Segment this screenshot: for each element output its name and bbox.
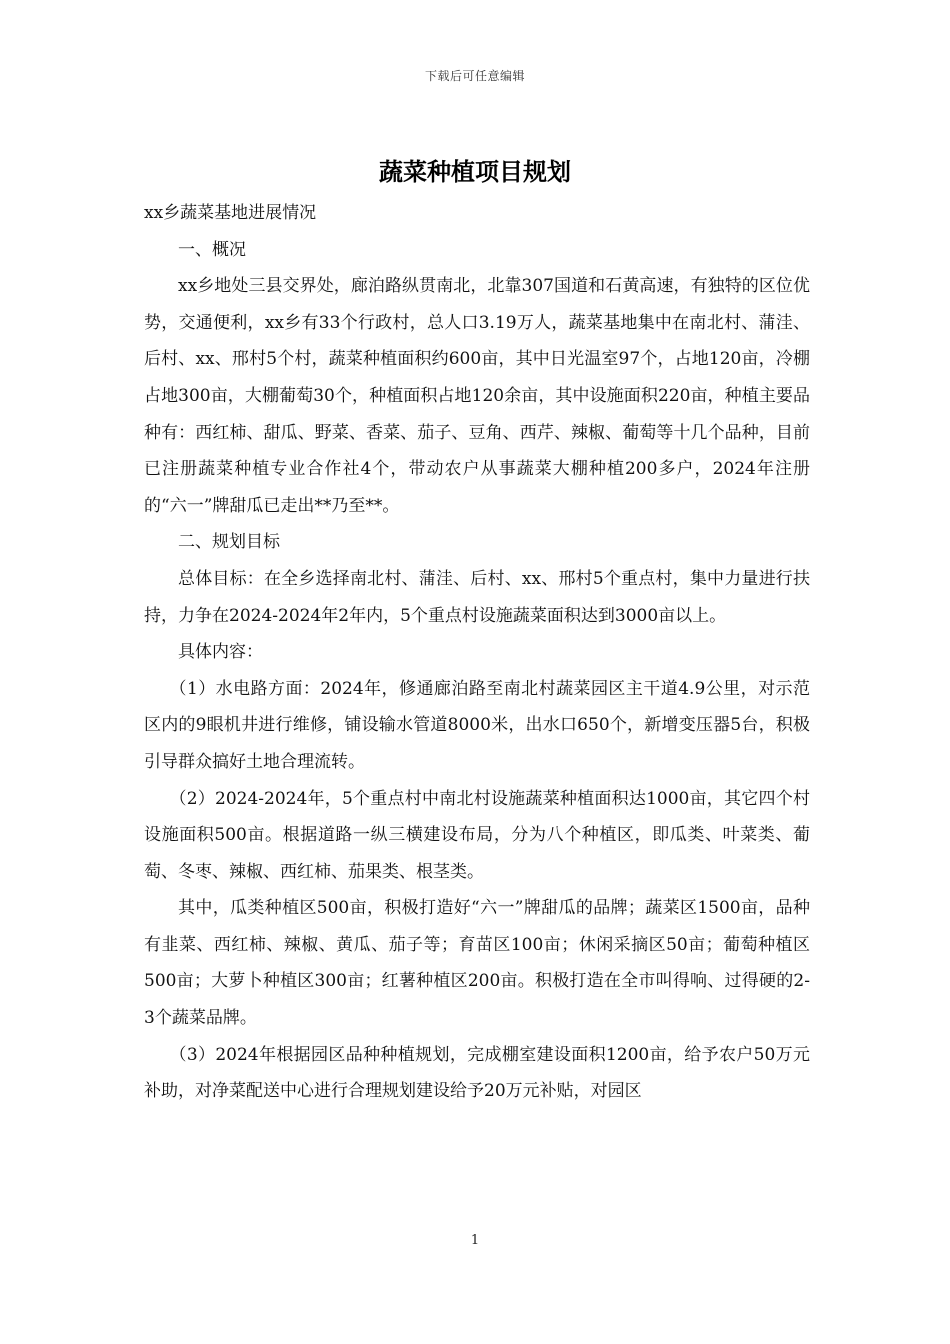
document-title: 蔬菜种植项目规划 — [379, 157, 571, 186]
section-heading-overview: 一、概况 — [178, 239, 246, 260]
paragraph-item-2: （2）2024-2024年，5个重点村中南北村设施蔬菜种植面积达1000亩，其它四个村设施面积500亩。根据道路一纵三横建设布局，分为八个种植区，即瓜类、叶菜类、葡萄、冬枣、辣椒、西红柿、茄果类、根茎类。 — [144, 788, 810, 882]
document-subtitle: xx乡蔬菜基地进展情况 — [144, 203, 317, 223]
document-body — [144, 195, 810, 1110]
page-header-note: 下载后可任意编辑 — [424, 69, 525, 83]
paragraph-overall-goal: 总体目标：在全乡选择南北村、蒲洼、后村、xx、邢村5个重点村，集中力量进行扶持，力争在2024-2024年2年内，5个重点村设施蔬菜面积达到3000亩以上。 — [144, 568, 810, 626]
paragraph-specific-content-label: 具体内容： — [178, 642, 263, 663]
paragraph-item-1: （1）水电路方面：2024年，修通廊泊路至南北村蔬菜园区主干道4.9公里，对示范区内的9眼机井进行维修，铺设输水管道8000米，出水口650个，新增变压器5台，积极引导群众搞好土地合理流转。 — [144, 678, 810, 772]
paragraph-item-3: （3）2024年根据园区品种种植规划，完成棚室建设面积1200亩，给予农户50万元补助，对净菜配送中心进行合理规划建设给予20万元补贴，对园区 — [144, 1044, 810, 1102]
page-number: 1 — [470, 1233, 480, 1248]
section-heading-goals: 二、规划目标 — [178, 532, 280, 553]
paragraph-overview: xx乡地处三县交界处，廊泊路纵贯南北，北靠307国道和石黄高速，有独特的区位优势，交通便利，xx乡有33个行政村，总人口3.19万人，蔬菜基地集中在南北村、蒲洼、后村、xx、邢村5个村，蔬菜种植面积约600亩，其中日光温室97个，占地120亩，冷棚占地300亩，大棚葡萄30个，种植面积占地120余亩，其中设施面积220亩，种植主要品种有：西红柿、甜瓜、野菜、香菜、茄子、豆角、西芹、辣椒、葡萄等十几个品种，目前已注册蔬菜种植专业合作社4个，带动农户从事蔬菜大棚种植200多户，2024年注册的“六一”牌甜瓜已走出**乃至**。 — [144, 276, 810, 516]
paragraph-zones: 其中，瓜类种植区500亩，积极打造好“六一”牌甜瓜的品牌；蔬菜区1500亩，品种有韭菜、西红柿、辣椒、黄瓜、茄子等；育苗区100亩；休闲采摘区50亩；葡萄种植区500亩；大萝卜种植区300亩；红薯种植区200亩。积极打造在全市叫得响、过得硬的2-3个蔬菜品牌。 — [144, 898, 810, 1029]
